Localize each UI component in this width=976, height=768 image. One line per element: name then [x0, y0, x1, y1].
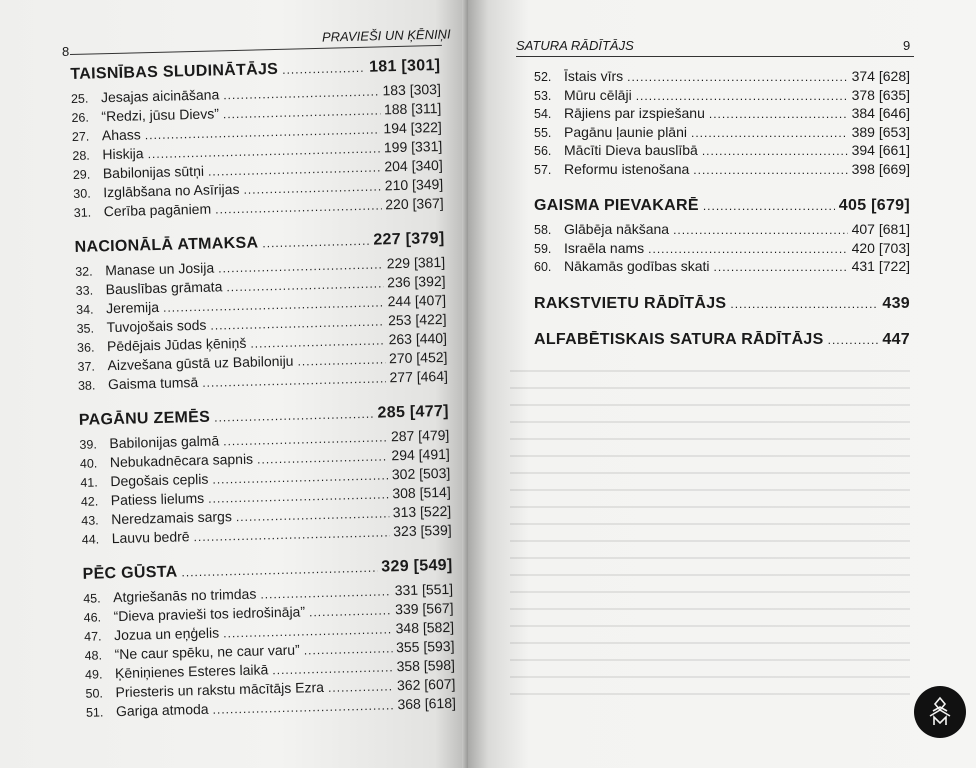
chapter-number: 59. — [534, 241, 552, 256]
chapter-page-ref: 331 [551] — [394, 580, 454, 599]
chapter-number: 39. — [79, 437, 98, 452]
dot-leader — [181, 559, 377, 582]
chapter-number: 60. — [534, 260, 552, 274]
chapter-number: 44. — [81, 532, 100, 547]
dot-leader — [236, 504, 389, 524]
dot-leader — [714, 258, 848, 274]
chapter-page-ref: 229 [381] — [386, 253, 446, 272]
left-running-head: PRAVIEŠI UN ĶĒNIŅI — [321, 26, 451, 45]
chapter-page-ref: 339 [567] — [394, 599, 454, 618]
chapter-page-ref: 294 [491] — [391, 445, 450, 464]
chapter-number: 41. — [80, 475, 98, 490]
section-page-ref: 285 [477] — [377, 402, 449, 422]
chapter-title: Izglābšana no Asīrijas — [103, 180, 240, 201]
chapter-page-ref: 277 [464] — [389, 367, 449, 386]
chapter-number: 28. — [72, 148, 90, 163]
chapter-number: 32. — [75, 264, 93, 279]
dot-leader — [709, 105, 848, 121]
chapter-number: 53. — [534, 88, 552, 103]
chapter-page-ref: 358 [598] — [396, 656, 456, 675]
chapter-title: “Dieva pravieši tos iedrošināja” — [113, 603, 306, 625]
chapter-title: Pēdējais Jūdas ķēniņš — [106, 334, 247, 355]
section-page-ref: 439 — [882, 294, 910, 312]
toc-entry — [534, 87, 910, 106]
dot-leader — [627, 68, 847, 84]
dot-leader — [212, 466, 388, 486]
chapter-page-ref: 389 [653] — [851, 123, 910, 140]
dot-leader — [272, 658, 393, 677]
section-paganu-zemes — [79, 403, 449, 430]
dot-leader — [262, 232, 369, 253]
chapter-title: Mācīti Dieva bauslībā — [564, 142, 698, 158]
chapter-number: 47. — [83, 629, 102, 644]
dot-leader — [218, 255, 383, 275]
chapter-title: Neredzamais sargs — [111, 508, 233, 528]
chapter-title: Nebukadnēcara sapnis — [109, 450, 254, 471]
chapter-page-ref: 313 [522] — [392, 502, 452, 521]
section-nacionala-atmaksa — [74, 230, 444, 257]
left-page-number: 8 — [62, 44, 70, 59]
chapter-page-ref: 270 [452] — [388, 348, 448, 367]
chapter-number: 45. — [83, 591, 101, 606]
chapter-title: Gaisma tumsā — [107, 373, 199, 393]
dot-leader — [214, 405, 374, 427]
dot-leader — [215, 196, 382, 216]
dot-leader — [226, 274, 383, 294]
chapter-number: 48. — [84, 648, 103, 663]
chapter-title: Degošais ceplis — [110, 470, 209, 490]
toc-entry — [534, 258, 910, 277]
chapter-number: 35. — [76, 321, 95, 336]
chapter-title: Patiess lielums — [110, 489, 205, 509]
chapter-page-ref: 431 [722] — [851, 258, 910, 274]
chapter-page-ref: 394 [661] — [851, 142, 910, 158]
chapter-page-ref: 188 [311] — [383, 99, 442, 118]
chapter-page-ref: 194 [322] — [383, 118, 442, 137]
chapter-title: Reformu istenošana — [564, 160, 690, 177]
chapter-title: Glābēja nākšana — [564, 221, 670, 237]
chapter-page-ref: 398 [669] — [851, 160, 910, 177]
chapter-number: 30. — [73, 186, 91, 201]
section-page-ref: 181 [301] — [368, 56, 441, 76]
dot-leader — [702, 142, 848, 158]
right-header-rule — [516, 56, 914, 57]
right-running-head: SATURA RĀDĪTĀJS — [516, 38, 634, 53]
section-title: RAKSTVIETU RĀDĪTĀJS — [534, 294, 727, 312]
chapter-page-ref: 302 [503] — [391, 464, 451, 483]
section-pec-gusta — [82, 557, 452, 584]
dot-leader — [328, 677, 393, 695]
dot-leader — [309, 601, 392, 619]
dot-leader — [202, 369, 386, 389]
chapter-title: Aizvešana gūstā uz Babiloniju — [107, 352, 294, 374]
chapter-title: Jeremija — [105, 298, 160, 317]
chapter-page-ref: 384 [646] — [851, 105, 910, 121]
chapter-number: 54. — [534, 107, 552, 121]
chapter-page-ref: 368 [618] — [397, 694, 457, 713]
toc-entry — [534, 161, 910, 180]
chapter-title: Īstais vīrs — [564, 68, 624, 84]
chapter-title: Tuvojošais sods — [106, 316, 207, 336]
section-rakstvietu-raditajs — [534, 295, 910, 313]
publisher-logo — [914, 686, 966, 738]
chapter-number: 58. — [534, 223, 552, 237]
chapter-title: “Ne caur spēku, ne caur varu” — [114, 641, 300, 663]
dot-leader — [648, 240, 847, 256]
bleed-through-text — [510, 370, 910, 700]
section-gaisma-pievakare — [534, 197, 910, 215]
chapter-page-ref: 183 [303] — [382, 80, 442, 99]
chapter-title: Bauslības grāmata — [105, 278, 223, 298]
dot-leader — [691, 124, 848, 140]
dot-leader — [730, 295, 878, 313]
right-toc — [534, 68, 910, 355]
section-page-ref: 227 [379] — [373, 229, 445, 249]
chapter-number: 51. — [85, 705, 104, 720]
section-title: PĒC GŪSTA — [82, 563, 178, 583]
chapter-page-ref: 244 [407] — [387, 291, 447, 310]
chapter-number: 52. — [534, 70, 552, 84]
chapter-title: “Redzi, jūsu Dievs” — [101, 105, 220, 125]
chapter-page-ref: 355 [593] — [395, 637, 455, 656]
chapter-number: 46. — [83, 610, 102, 625]
dot-leader — [212, 696, 393, 716]
chapter-page-ref: 348 [582] — [395, 618, 455, 637]
dot-leader — [208, 158, 381, 178]
chapter-page-ref: 374 [628] — [851, 68, 910, 84]
section-page-ref: 329 [549] — [381, 556, 453, 576]
chapter-title: Rājiens par izspiešanu — [564, 105, 705, 121]
dot-leader — [210, 312, 384, 332]
section-title: TAISNĪBAS SLUDINĀTĀJS — [70, 60, 279, 83]
toc-entry — [534, 105, 910, 124]
chapter-title: Pagānu ļaunie plāni — [564, 123, 687, 140]
dot-leader — [223, 82, 379, 102]
dot-leader — [193, 523, 389, 544]
toc-entry — [534, 221, 910, 240]
chapter-title: Ķēniņienes Esteres laikā — [114, 661, 269, 682]
chapter-title: Mūru cēlāji — [564, 86, 632, 103]
chapter-title: Lauvu bedrē — [111, 528, 190, 547]
chapter-page-ref: 378 [635] — [851, 86, 910, 103]
chapter-page-ref: 220 [367] — [385, 194, 444, 213]
chapter-title: Gariga atmoda — [115, 700, 209, 720]
chapter-number: 55. — [534, 125, 552, 140]
dot-leader — [257, 447, 388, 466]
section-title: GAISMA PIEVAKARĒ — [534, 197, 699, 214]
chapter-number: 38. — [77, 378, 96, 393]
chapter-page-ref: 263 [440] — [388, 329, 448, 348]
chapter-number: 31. — [73, 205, 92, 220]
chapter-title: Israēla nams — [564, 239, 645, 256]
left-page — [0, 0, 468, 768]
dot-leader — [250, 331, 385, 350]
chapter-page-ref: 204 [340] — [384, 156, 443, 175]
chapter-page-ref: 210 [349] — [384, 175, 444, 194]
chapter-page-ref: 253 [422] — [387, 310, 447, 329]
section-page-ref: 405 [679] — [838, 197, 910, 214]
chapter-title: Babilonijas galmā — [109, 432, 220, 452]
left-toc — [70, 49, 456, 723]
dot-leader — [693, 161, 847, 177]
section-page-ref: 447 — [882, 330, 910, 348]
dot-leader — [636, 87, 848, 103]
section-taisnibas-sludinatajs — [70, 57, 440, 84]
dot-leader — [282, 59, 365, 79]
right-page-number: 9 — [903, 38, 911, 53]
chapter-title: Nākamās godības skati — [564, 258, 710, 274]
dot-leader — [260, 582, 391, 601]
chapter-page-ref: 199 [331] — [383, 137, 443, 156]
chapter-number: 56. — [534, 144, 552, 158]
chapter-number: 33. — [75, 283, 94, 298]
chapter-number: 25. — [70, 91, 89, 106]
toc-entry — [534, 240, 910, 259]
chapter-page-ref: 362 [607] — [396, 675, 456, 694]
chapter-number: 43. — [81, 513, 99, 528]
chapter-page-ref: 308 [514] — [392, 483, 451, 502]
chapter-number: 57. — [534, 162, 552, 177]
dot-leader — [243, 177, 381, 196]
toc-entry — [534, 142, 910, 161]
chapter-number: 29. — [72, 167, 91, 182]
chapter-number: 42. — [80, 494, 99, 509]
chapter-page-ref: 420 [703] — [851, 239, 910, 256]
dot-leader — [297, 350, 385, 368]
chapter-title: Hiskija — [102, 145, 144, 163]
publisher-logo-icon — [923, 695, 957, 729]
chapter-number: 34. — [75, 302, 94, 317]
dot-leader — [223, 428, 387, 448]
chapter-page-ref: 323 [539] — [393, 521, 452, 540]
dot-leader — [703, 197, 835, 215]
dot-leader — [223, 620, 392, 640]
chapter-page-ref: 407 [681] — [851, 221, 910, 237]
dot-leader — [828, 331, 879, 349]
chapter-title: Cerība pagāniem — [103, 200, 212, 220]
dot-leader — [208, 485, 389, 505]
chapter-title: Jozua un eņģelis — [113, 624, 220, 644]
chapter-number: 36. — [76, 340, 95, 355]
dot-leader — [673, 221, 848, 237]
chapter-number: 27. — [71, 129, 90, 144]
chapter-title: Atgriešanās no trimdas — [112, 585, 257, 606]
chapter-number: 40. — [79, 456, 98, 471]
chapter-page-ref: 236 [392] — [386, 272, 446, 291]
section-title: ALFABĒTISKAIS SATURA RĀDĪTĀJS — [534, 330, 824, 348]
chapter-number: 26. — [71, 110, 90, 125]
chapter-number: 50. — [85, 686, 104, 701]
chapter-title: Jesajas aicināšana — [100, 86, 220, 106]
section-title: NACIONĀLĀ ATMAKSA — [74, 234, 259, 256]
section-title: PAGĀNU ZEMĒS — [78, 408, 211, 429]
chapter-title: Priesteris un rakstu mācītājs Ezra — [115, 678, 325, 701]
chapter-title: Manase un Josija — [104, 259, 215, 279]
chapter-title: Babilonijas sūtņi — [102, 162, 205, 182]
toc-entry — [534, 124, 910, 143]
toc-entry — [534, 68, 910, 87]
chapter-number: 49. — [84, 667, 103, 682]
dot-leader — [223, 101, 381, 121]
section-alfabetiskais-satura-raditajs — [534, 331, 910, 349]
dot-leader — [304, 639, 393, 657]
chapter-number: 37. — [77, 359, 96, 374]
chapter-page-ref: 287 [479] — [390, 426, 450, 445]
chapter-title: Ahass — [101, 126, 142, 144]
